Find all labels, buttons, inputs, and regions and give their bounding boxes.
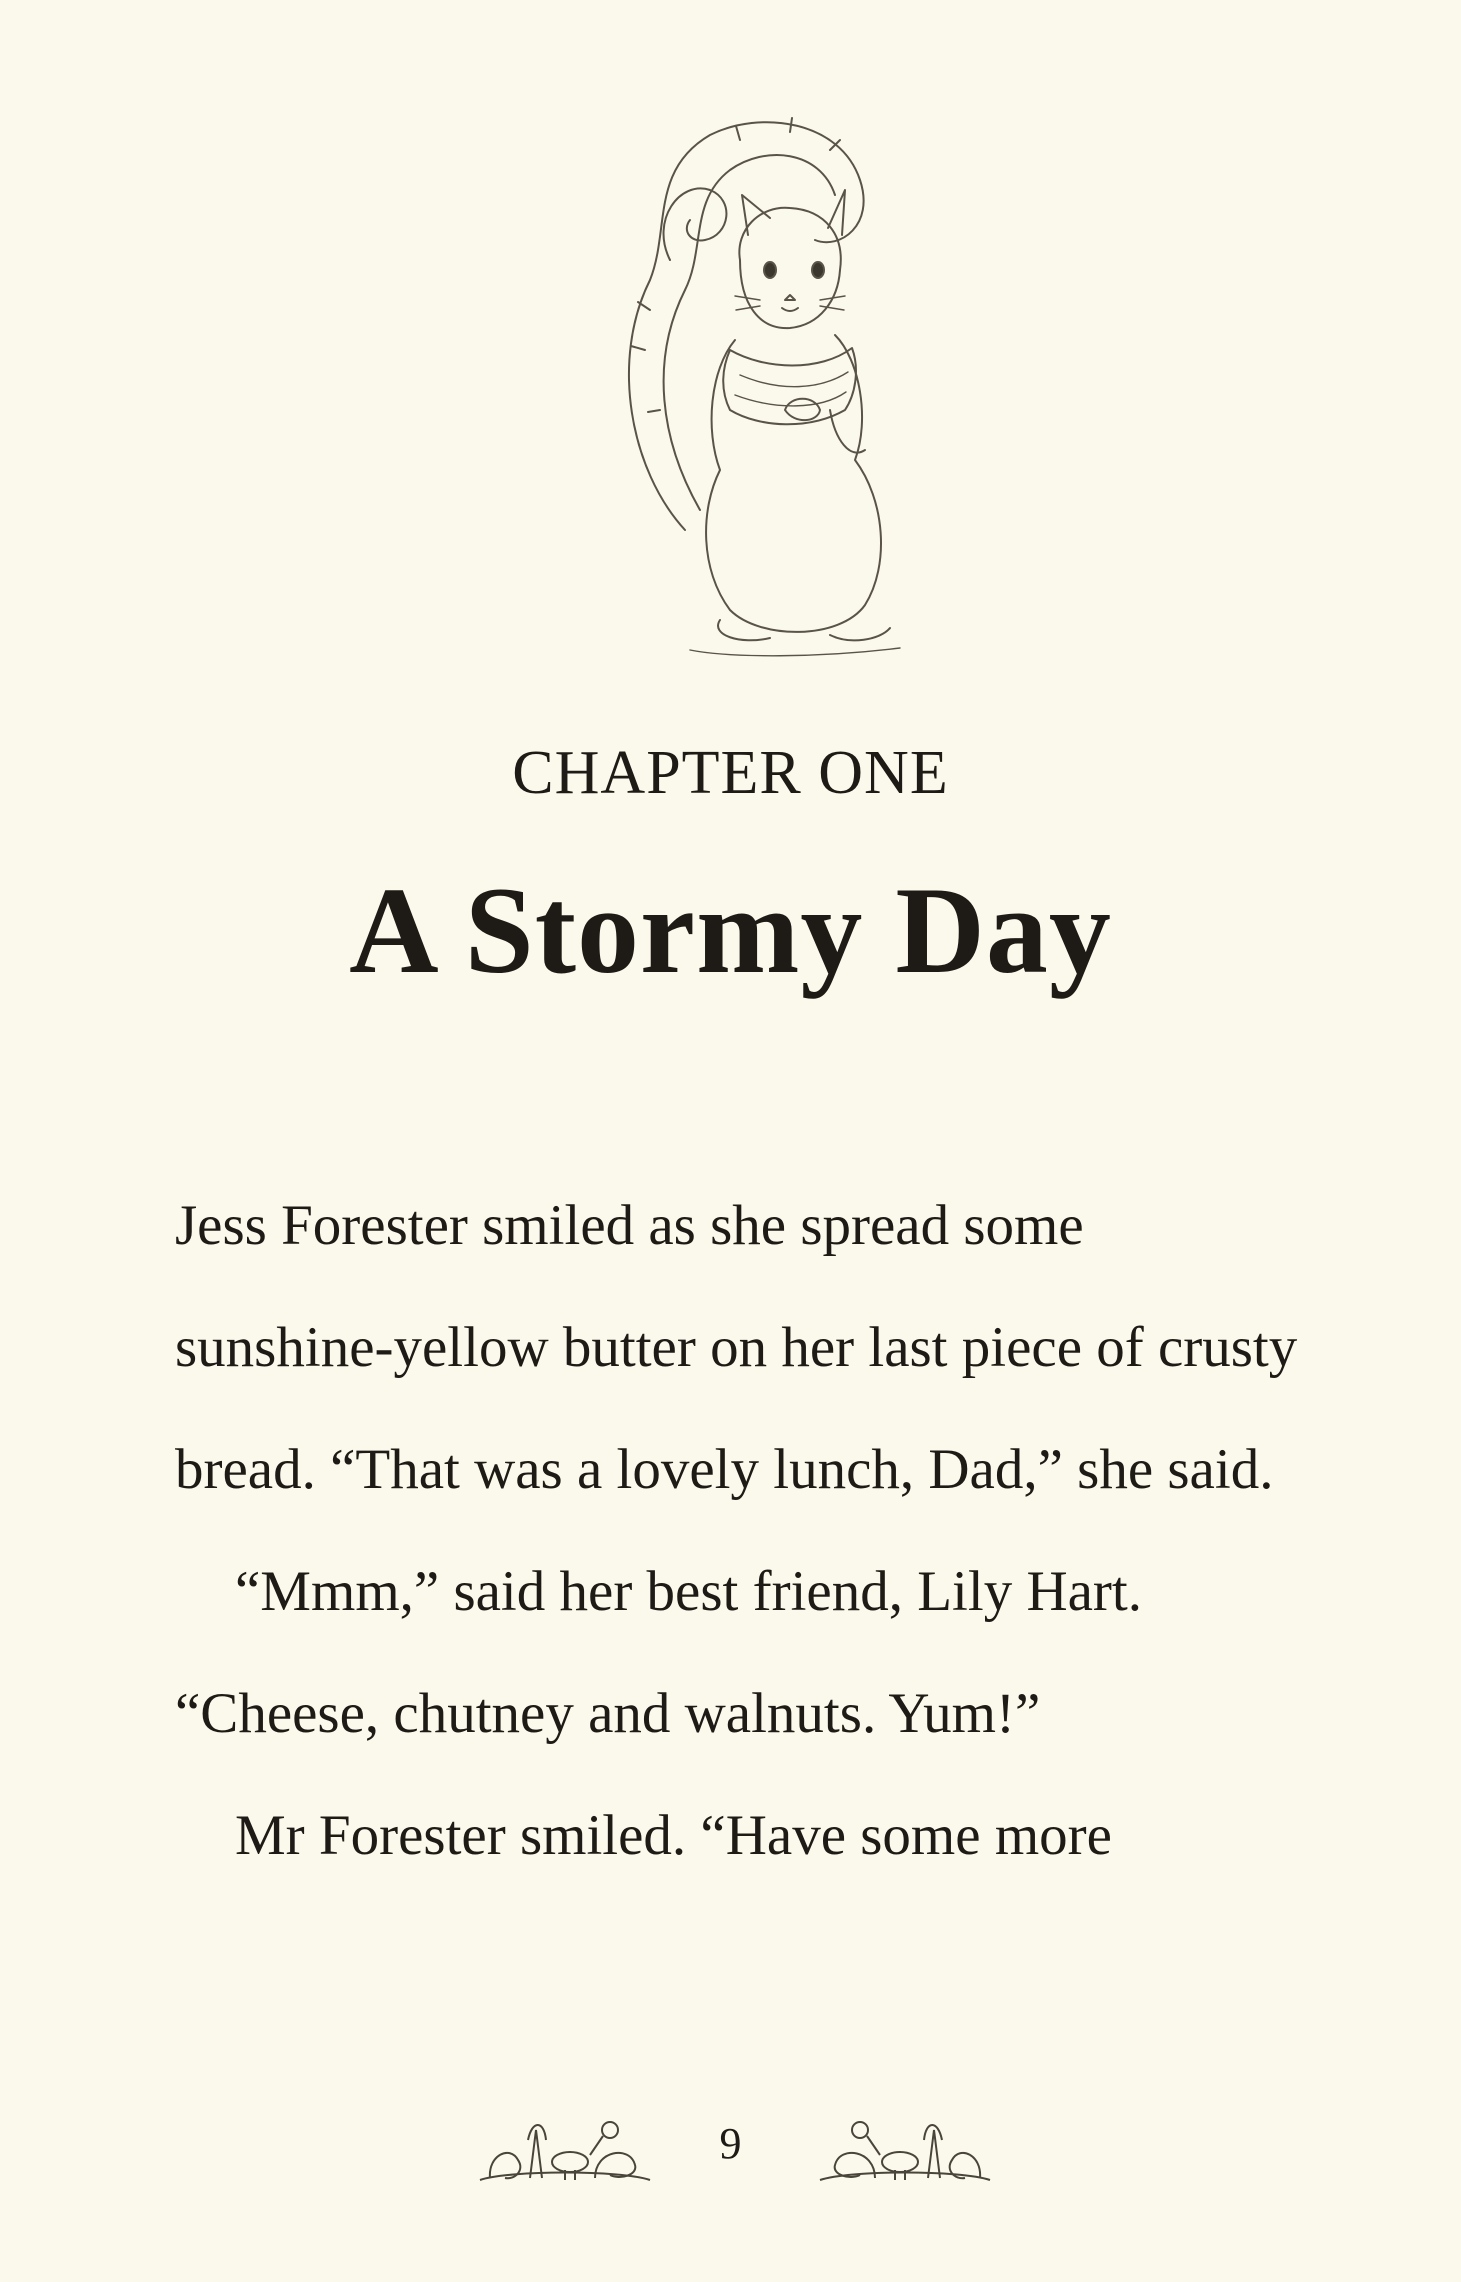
chapter-label: CHAPTER ONE bbox=[512, 739, 949, 807]
paragraph: Mr Forester smiled. “Have some more bbox=[235, 1804, 1112, 1867]
page-number: 9 bbox=[719, 2119, 742, 2168]
paragraph: “Mmm,” said her best friend, Lily Hart. “Cheese, chutney and walnuts. Yum!” bbox=[175, 1560, 1142, 1745]
page-footer bbox=[0, 2100, 1461, 2190]
paragraph: Jess Forester smiled as she spread some sunshine-yellow butter on her last piece of crusty bread. “That was a lovely lunch, Dad,” she said. bbox=[175, 1194, 1298, 1501]
body-text bbox=[175, 1165, 1315, 1897]
mushroom-ornament-icon bbox=[810, 2100, 1000, 2190]
chapter-title: A Stormy Day bbox=[349, 862, 1112, 999]
squirrel-illustration bbox=[590, 110, 920, 690]
